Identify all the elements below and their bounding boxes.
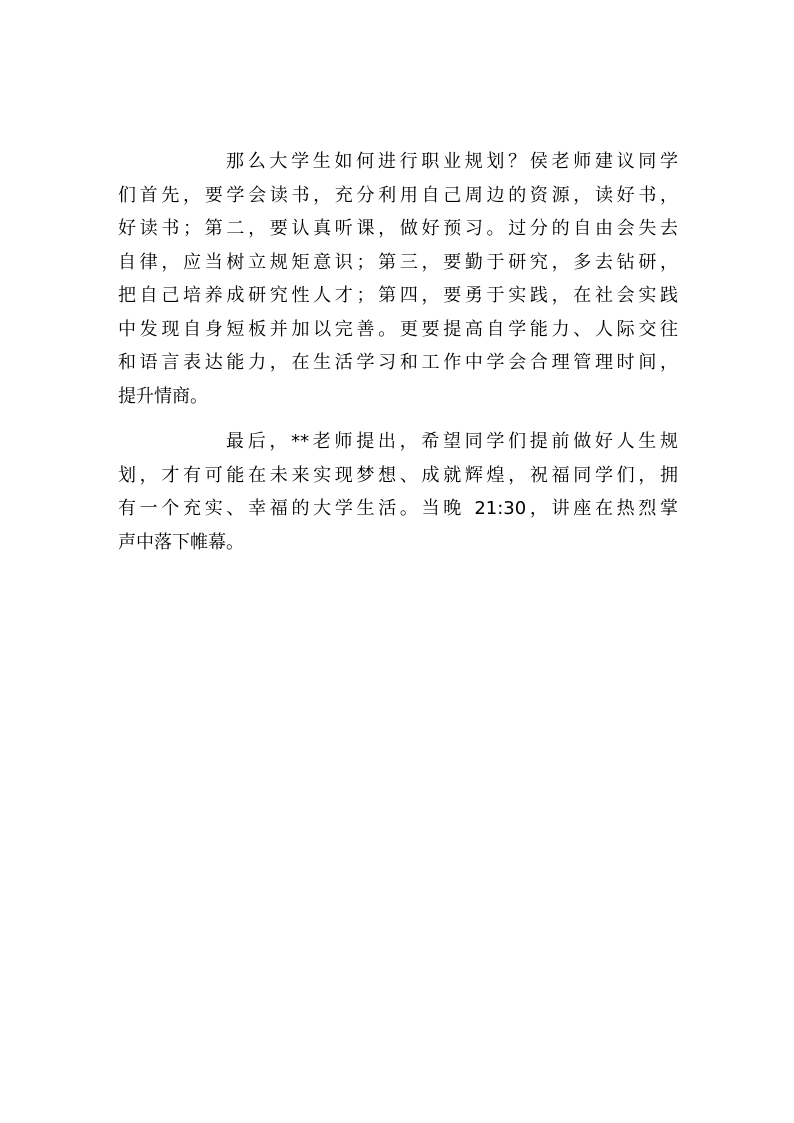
text-line: 那么大学生如何进行职业规划？侯老师建议同学: [226, 151, 678, 172]
text-line: 最后，**老师提出，希望同学们提前做好人生规: [226, 431, 678, 452]
text-line: 划，才有可能在未来实现梦想、成就辉煌，祝福同学们，拥: [118, 464, 678, 486]
text-line: 提升情商。: [118, 385, 208, 407]
text-line: 声中落下帷幕。: [118, 531, 244, 553]
document-body: [118, 145, 678, 559]
paragraph-career-planning: [118, 145, 678, 413]
text-line: 有一个充实、幸福的大学生活。当晚 21:30，讲座在热烈掌: [118, 498, 678, 519]
text-line: 和语言表达能力，在生活学习和工作中学会合理管理时间，: [118, 352, 678, 373]
paragraph-closing: [118, 425, 678, 559]
text-line: 中发现自身短板并加以完善。更要提高自学能力、人际交往: [118, 318, 678, 340]
paragraph-spacer: [118, 413, 678, 425]
text-line: 自律，应当树立规矩意识；第三，要勤于研究，多去钻研，: [118, 251, 678, 273]
text-line: 把自己培养成研究性人才；第四，要勇于实践，在社会实践: [118, 285, 678, 306]
text-line: 好读书；第二，要认真听课，做好预习。过分的自由会失去: [118, 218, 678, 239]
text-line: 们首先，要学会读书，充分利用自己周边的资源，读好书，: [118, 184, 678, 206]
